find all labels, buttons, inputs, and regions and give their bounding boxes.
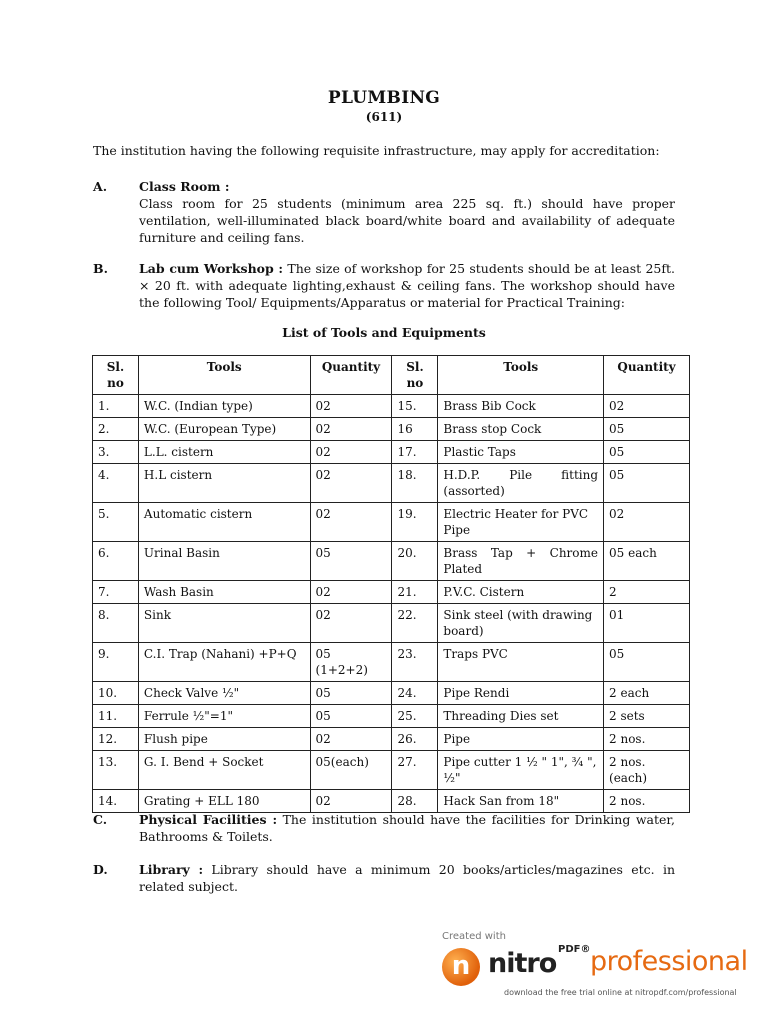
cell-tool: Automatic cistern [138, 503, 310, 542]
cell-tool: Traps PVC [438, 643, 604, 682]
cell-qty: 2 nos. (each) [604, 751, 690, 790]
section-c [93, 811, 675, 845]
cell-tool: Wash Basin [138, 581, 310, 604]
cell-tool: P.V.C. Cistern [438, 581, 604, 604]
cell-tool: Pipe Rendi [438, 682, 604, 705]
cell-qty: 05 [310, 682, 392, 705]
cell-tool: L.L. cistern [138, 441, 310, 464]
header-quantity-left: Quantity [310, 356, 392, 395]
cell-sl: 25. [392, 705, 438, 728]
table-row [93, 751, 690, 790]
cell-qty: 05 each [604, 542, 690, 581]
table-row [93, 418, 690, 441]
cell-tool: Hack San from 18" [438, 790, 604, 813]
table-row [93, 581, 690, 604]
cell-tool: H.D.P. Pile fitting (assorted) [438, 464, 604, 503]
cell-qty: 02 [310, 418, 392, 441]
table-row [93, 682, 690, 705]
cell-sl: 3. [93, 441, 139, 464]
cell-qty: 05 (1+2+2) [310, 643, 392, 682]
table-row [93, 441, 690, 464]
cell-sl: 10. [93, 682, 139, 705]
cell-tool: Sink steel (with drawing board) [438, 604, 604, 643]
cell-tool: Plastic Taps [438, 441, 604, 464]
cell-qty: 05 [310, 542, 392, 581]
cell-qty: 02 [310, 395, 392, 418]
cell-sl: 27. [392, 751, 438, 790]
table-row [93, 705, 690, 728]
cell-tool: Urinal Basin [138, 542, 310, 581]
cell-qty: 02 [310, 464, 392, 503]
cell-qty: 02 [604, 503, 690, 542]
header-quantity-right: Quantity [604, 356, 690, 395]
section-d [93, 861, 675, 895]
cell-qty: 2 each [604, 682, 690, 705]
table-row [93, 604, 690, 643]
section-d-heading: Library : [139, 862, 204, 877]
cell-qty: 02 [310, 503, 392, 542]
cell-tool: Electric Heater for PVC Pipe [438, 503, 604, 542]
cell-sl: 20. [392, 542, 438, 581]
cell-sl: 5. [93, 503, 139, 542]
section-a-letter: A. [93, 179, 108, 194]
cell-sl: 15. [392, 395, 438, 418]
nitro-brand: nitro [488, 948, 557, 979]
cell-sl: 23. [392, 643, 438, 682]
table-row [93, 503, 690, 542]
cell-qty: 05 [604, 643, 690, 682]
cell-sl: 16 [392, 418, 438, 441]
cell-tool: Ferrule ½"=1" [138, 705, 310, 728]
section-b-text: The size of workshop for 25 students should be at least 25ft. × 20 ft. with adequate lighting,exhaust & ceiling fans. The workshop should have the following Tool/ Equipments/Apparatus or material for Practical Training: [139, 261, 675, 310]
cell-sl: 11. [93, 705, 139, 728]
cell-tool: Flush pipe [138, 728, 310, 751]
cell-sl: 17. [392, 441, 438, 464]
section-b-letter: B. [93, 261, 108, 276]
table-header-row [93, 356, 690, 395]
section-c-heading: Physical Facilities : [139, 812, 278, 827]
cell-qty: 05 [310, 705, 392, 728]
nitro-n-icon: n [442, 948, 480, 986]
cell-tool: W.C. (Indian type) [138, 395, 310, 418]
cell-qty: 02 [310, 790, 392, 813]
cell-tool: Pipe [438, 728, 604, 751]
cell-sl: 22. [392, 604, 438, 643]
pdf-label: PDF® [558, 944, 591, 955]
section-b-heading: Lab cum Workshop : [139, 261, 284, 276]
cell-sl: 28. [392, 790, 438, 813]
table-row [93, 728, 690, 751]
section-c-letter: C. [93, 812, 108, 827]
cell-sl: 14. [93, 790, 139, 813]
cell-sl: 8. [93, 604, 139, 643]
cell-qty: 2 sets [604, 705, 690, 728]
cell-tool: Grating + ELL 180 [138, 790, 310, 813]
cell-tool: H.L cistern [138, 464, 310, 503]
list-title: List of Tools and Equipments [282, 325, 486, 340]
table-row [93, 542, 690, 581]
cell-sl: 18. [392, 464, 438, 503]
section-b [93, 260, 675, 311]
cell-qty: 02 [310, 581, 392, 604]
cell-sl: 9. [93, 643, 139, 682]
cell-qty: 01 [604, 604, 690, 643]
section-a-text: Class room for 25 students (minimum area 225 sq. ft.) should have proper ventilation, well-illuminated black board/white board and availability of adequate furniture and ceiling fans. [139, 196, 675, 245]
cell-sl: 4. [93, 464, 139, 503]
cell-qty: 2 nos. [604, 790, 690, 813]
cell-qty: 02 [604, 395, 690, 418]
section-a-heading: Class Room : [139, 179, 230, 194]
header-tools-right: Tools [438, 356, 604, 395]
course-code: (611) [365, 110, 403, 124]
cell-sl: 21. [392, 581, 438, 604]
download-link-text: download the free trial online at nitropdf.com/professional [504, 988, 737, 997]
tools-table [92, 355, 690, 813]
cell-tool: Brass Bib Cock [438, 395, 604, 418]
cell-tool: Pipe cutter 1 ½ " 1", ¾ ", ½" [438, 751, 604, 790]
section-d-letter: D. [93, 862, 108, 877]
cell-qty: 02 [310, 441, 392, 464]
cell-tool: Sink [138, 604, 310, 643]
intro-text: The institution having the following requisite infrastructure, may apply for accreditation: [93, 143, 660, 158]
cell-sl: 7. [93, 581, 139, 604]
cell-qty: 05 [604, 464, 690, 503]
cell-sl: 12. [93, 728, 139, 751]
table-row [93, 643, 690, 682]
section-d-text: Library should have a minimum 20 books/articles/magazines etc. in related subject. [139, 862, 675, 894]
cell-tool: Brass Tap + Chrome Plated [438, 542, 604, 581]
header-sl-no-right: Sl. no [392, 356, 438, 395]
cell-tool: Brass stop Cock [438, 418, 604, 441]
professional-label: professional [590, 946, 748, 977]
cell-sl: 26. [392, 728, 438, 751]
cell-qty: 05(each) [310, 751, 392, 790]
header-tools-left: Tools [138, 356, 310, 395]
created-with-label: Created with [442, 931, 506, 942]
cell-qty: 2 [604, 581, 690, 604]
table-row [93, 790, 690, 813]
cell-sl: 13. [93, 751, 139, 790]
cell-qty: 02 [310, 604, 392, 643]
cell-qty: 2 nos. [604, 728, 690, 751]
cell-sl: 6. [93, 542, 139, 581]
table-row [93, 464, 690, 503]
cell-qty: 02 [310, 728, 392, 751]
table-row [93, 395, 690, 418]
cell-tool: Check Valve ½" [138, 682, 310, 705]
cell-sl: 24. [392, 682, 438, 705]
cell-tool: C.I. Trap (Nahani) +P+Q [138, 643, 310, 682]
nitro-watermark [440, 928, 760, 1018]
header-sl-no-left: Sl. no [93, 356, 139, 395]
cell-tool: G. I. Bend + Socket [138, 751, 310, 790]
cell-sl: 19. [392, 503, 438, 542]
section-a [93, 178, 675, 246]
section-c-text: The institution should have the facilities for Drinking water, Bathrooms & Toilets. [139, 812, 675, 844]
cell-qty: 05 [604, 418, 690, 441]
cell-sl: 2. [93, 418, 139, 441]
cell-qty: 05 [604, 441, 690, 464]
cell-tool: W.C. (European Type) [138, 418, 310, 441]
cell-tool: Threading Dies set [438, 705, 604, 728]
page-title: PLUMBING [327, 88, 441, 108]
cell-sl: 1. [93, 395, 139, 418]
